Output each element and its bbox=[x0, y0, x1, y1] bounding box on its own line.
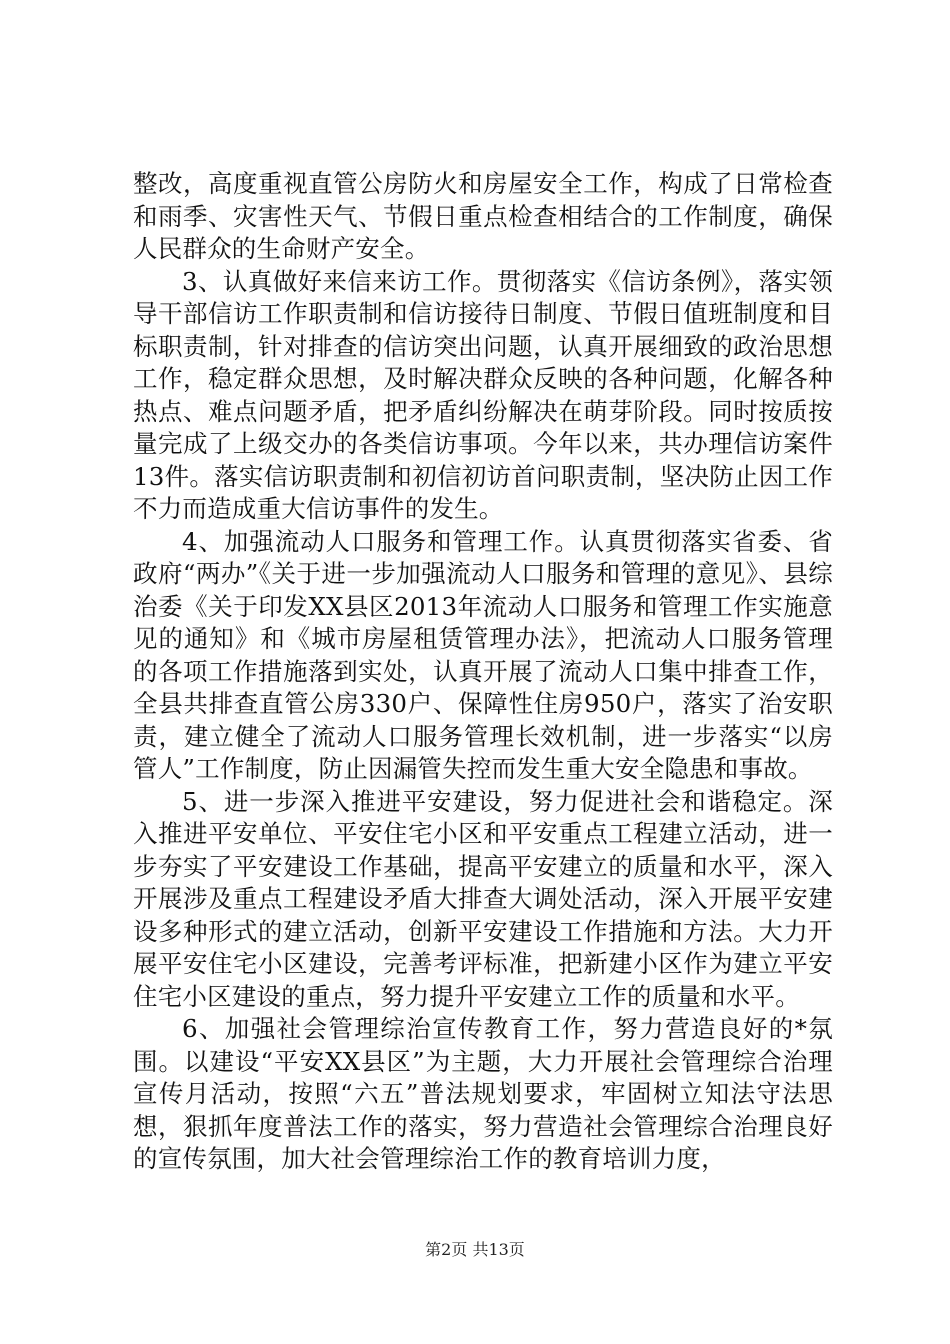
paragraph-2: 3、认真做好来信来访工作。贯彻落实《信访条例》，落实领导干部信访工作职责制和信访接待日制度、节假日值班制度和目标职责制，针对排查的信访突出问题，认真开展细致的政治思想工作，稳定群众思想，及时解决群众反映的各种问题，化解各种热点、难点问题矛盾，把矛盾纠纷解决在萌芽阶段。同时按质按量完成了上级交办的各类信访事项。今年以来，共办理信访案件13件。落实信访职责制和初信初访首问职责制，坚决防止因工作不力而造成重大信访事件的发生。 bbox=[133, 266, 833, 523]
paragraph-5: 6、加强社会管理综治宣传教育工作，努力营造良好的*氛围。以建设“平安XX县区”为主题，大力开展社会管理综合治理宣传月活动，按照“六五”普法规划要求，牢固树立知法守法思想，狠抓年度普法工作的落实，努力营造社会管理综合治理良好的宣传氛围，加大社会管理综治工作的教育培训力度， bbox=[133, 1014, 833, 1173]
document-body bbox=[133, 168, 833, 1176]
page-number-footer: 第2页 共13页 bbox=[425, 1240, 525, 1259]
paragraph-4: 5、进一步深入推进平安建设，努力促进社会和谐稳定。深入推进平安单位、平安住宅小区和平安重点工程建立活动，进一步夯实了平安建设工作基础，提高平安建立的质量和水平，深入开展涉及重点工程建设矛盾大排查大调处活动，深入开展平安建设多种形式的建立活动，创新平安建设工作措施和方法。大力开展平安住宅小区建设，完善考评标准，把新建小区作为建立平安住宅小区建设的重点，努力提升平安建立工作的质量和水平。 bbox=[133, 786, 833, 1011]
paragraph-3: 4、加强流动人口服务和管理工作。认真贯彻落实省委、省政府“两办”《关于进一步加强流动人口服务和管理的意见》、县综治委《关于印发XX县区2013年流动人口服务和管理工作实施意见的通知》和《城市房屋租赁管理办法》，把流动人口服务管理的各项工作措施落到实处，认真开展了流动人口集中排查工作，全县共排查直管公房330户、保障性住房950户，落实了治安职责，建立健全了流动人口服务管理长效机制，进一步落实“以房管人”工作制度，防止因漏管失控而发生重大安全隐患和事故。 bbox=[133, 526, 833, 783]
paragraph-1: 整改，高度重视直管公房防火和房屋安全工作，构成了日常检查和雨季、灾害性天气、节假日重点检查相结合的工作制度，确保人民群众的生命财产安全。 bbox=[133, 169, 833, 263]
